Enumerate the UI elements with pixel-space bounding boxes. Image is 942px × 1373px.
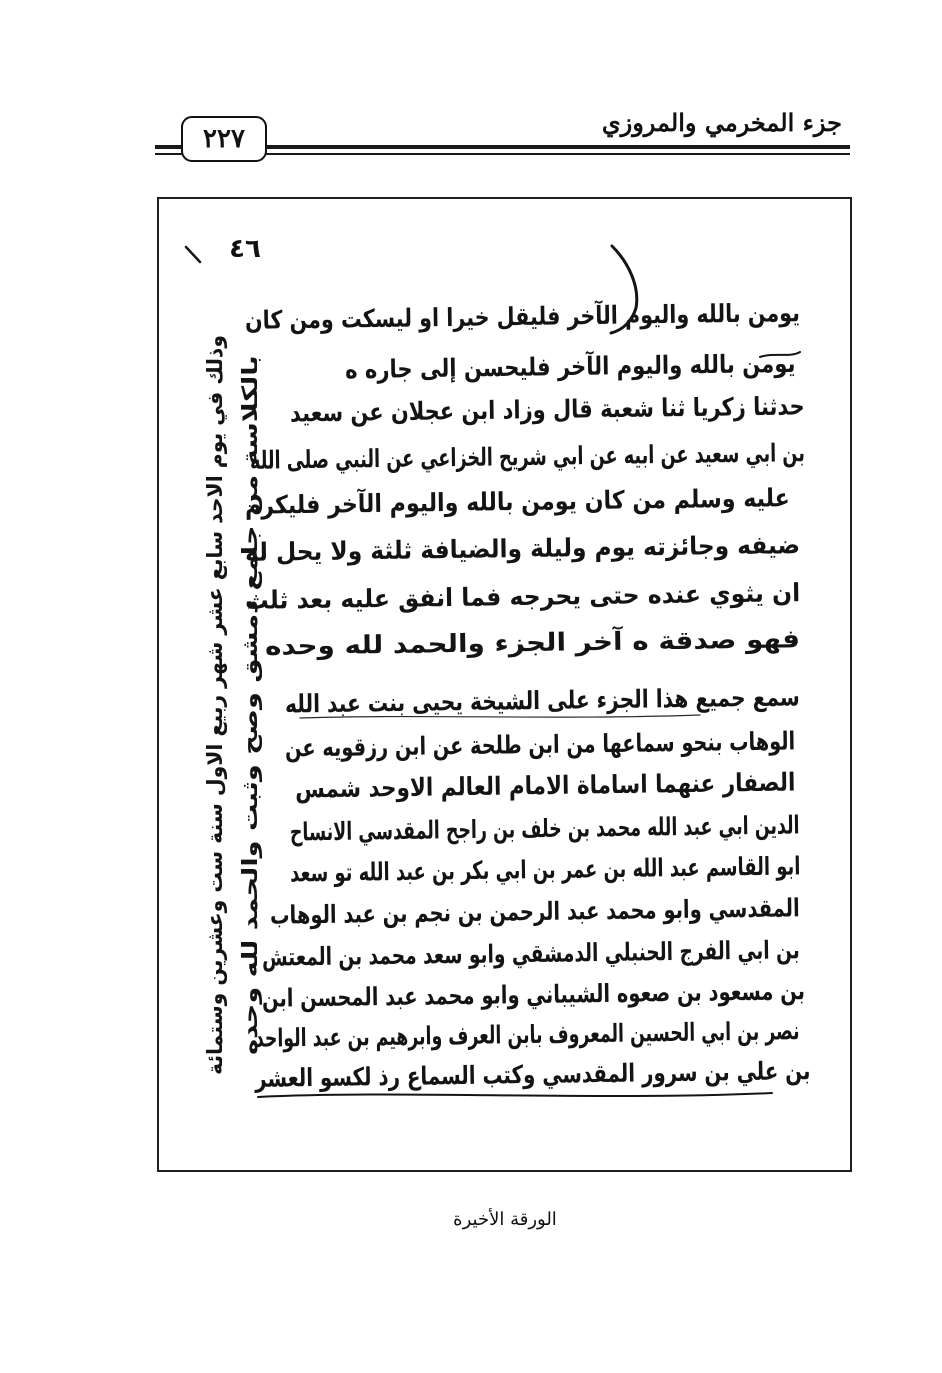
colophon-line: الوهاب بنحو سماعها من ابن طلحة عن ابن رزقويه عن: [284, 726, 796, 763]
colophon-line: ابو القاسم عبد الله بن عمر بن ابي بكر بن عبد الله تو سعد: [289, 851, 801, 888]
manuscript-line: ضيفه وجائزته يوم وليلة والضيافة ثلثة ولا يحل له: [244, 530, 801, 567]
folio-mark: ٤٦: [229, 234, 261, 264]
manuscript-line: ان يثوي عنده حتى يحرجه فما انفق عليه بعد ثلث: [244, 578, 801, 615]
colophon-line: الدين ابي عبد الله محمد بن خلف بن راجح المقدسي الانساح: [290, 810, 801, 847]
colophon-line: بن علي بن سرور المقدسي وكتب السماع رذ لكسو العشر: [254, 1056, 811, 1093]
manuscript-line: يومن بالله واليوم الآخر فليقل خيرا او ليسكت ومن كان: [244, 298, 801, 335]
colophon-line: بن مسعود بن صعوه الشيباني وابو محمد عبد المحسن ابن: [261, 976, 806, 1013]
book-title: جزء المخرمي والمروزي: [601, 108, 842, 137]
colophon-line: نصر بن ابي الحسين المعروف بابن العرف وابرهيم بن عبد الواحد: [255, 1016, 801, 1053]
manuscript-line: حدثنا زكريا ثنا شعبة قال وزاد ابن عجلان عن سعيد: [290, 391, 806, 428]
page-caption: الورقة الأخيرة: [453, 1209, 557, 1230]
page-number: ٢٢٧: [181, 116, 267, 162]
colophon-line: سمع جميع هذا الجزء على الشيخة يحيى بنت عبد الله: [284, 682, 801, 719]
manuscript-line: عليه وسلم من كان يومن بالله واليوم الآخر فليكرم: [244, 483, 791, 520]
manuscript-line: بن ابي سعيد عن ابيه عن ابي شريح الخزاعي عن النبي صلى الله: [249, 438, 806, 475]
colophon-line: المقدسي وابو محمد عبد الرحمن بن نجم بن عبد الوهاب: [270, 893, 801, 930]
colophon-line: بن ابي الفرج الحنبلي الدمشقي وابو سعد محمد بن المعتش: [262, 935, 801, 972]
colophon-line: الصفار عنهما اساماة الامام العالم الاوحد شمس: [294, 767, 796, 804]
manuscript-line: يومن بالله واليوم الآخر فليحسن إلى جاره ه: [344, 348, 796, 385]
manuscript-line: فهو صدقة ه آخر الجزء والحمد لله وحده: [264, 624, 801, 661]
margin-note-inner: بالكلاسة من جامع دمشق وصح وثبت والحمد لله وحده: [238, 355, 262, 1055]
margin-note-outer: وذلك في يوم الاحد سابع عشر شهر ربيع الاول سنة ست وعشرين وستمائة: [203, 335, 227, 1075]
